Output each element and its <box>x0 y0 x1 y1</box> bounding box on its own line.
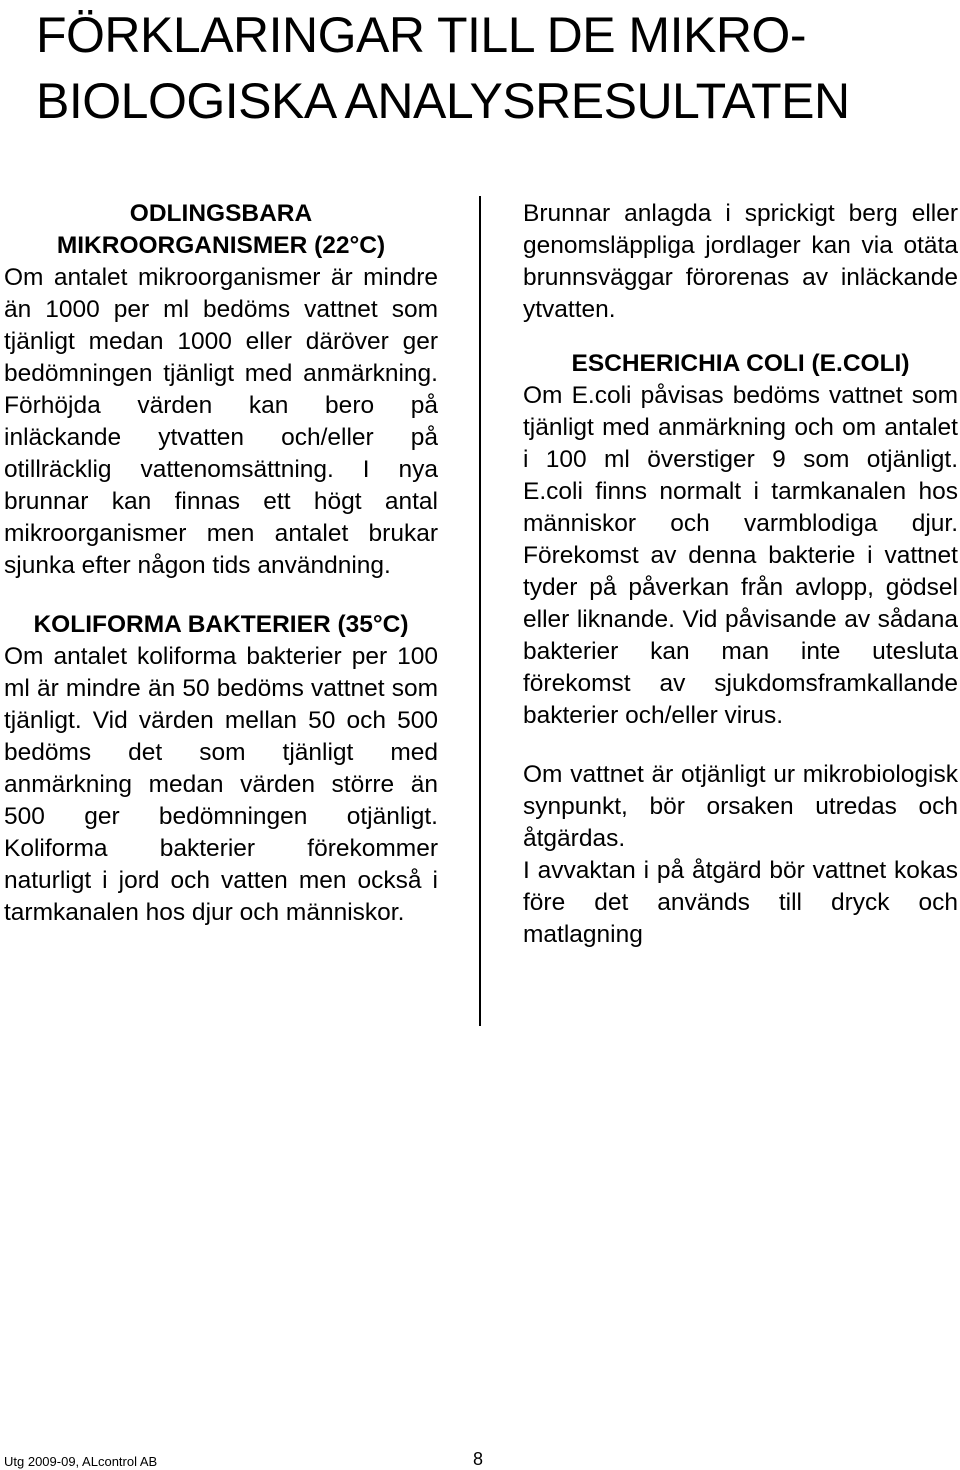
closing-paragraph-1: Om vattnet är otjänligt ur mikrobiologisk synpunkt, bör orsaken utredas och åtgärdas. <box>523 761 958 852</box>
paragraph-spacer <box>4 582 438 609</box>
section-body-koliforma: Om antalet koliforma bakterier per 100 ml är mindre än 50 bedöms vattnet som tjänligt. Vid värden mellan 50 och 500 bedöms det som tjänligt med anmärkning medan värden större än 500 ger bedömningen otjänligt. Koliforma bakterier förekommer naturligt i jord och vatten men också i tarmkanalen hos djur och människor. <box>4 643 438 926</box>
closing-paragraph-2: I avvaktan i på åtgärd bör vattnet kokas före det används till dryck och matlagning <box>523 857 958 948</box>
page-title-line-2: BIOLOGISKA ANALYSRESULTATEN <box>36 73 850 129</box>
section-heading-odlingsbara-line-1: ODLINGSBARA <box>129 200 313 227</box>
section-body-ecoli: Om E.coli påvisas bedöms vattnet som tjänligt med anmärkning och om antalet i 100 ml överstiger 9 som otjänligt. E.coli finns normalt i tarmkanalen hos människor och varmblodiga djur. Förekomst av denna bakterie i vattnet tyder på påverkan från avlopp, gödsel eller liknande. Vid påvisande av sådana bakterier kan man inte utesluta förekomst av sjukdomsframkallande bakterier och/eller virus. <box>523 382 958 729</box>
section-heading-koliforma: KOLIFORMA BAKTERIER (35°C) <box>33 611 409 638</box>
section-body-odlingsbara: Om antalet mikroorganismer är mindre än 1000 per ml bedöms vattnet som tjänligt medan 1000 eller däröver ger bedömningen tjänligt med anmärkning. Förhöjda värden kan bero på inläckande ytvatten och/eller på otillräcklig vattenomsättning. I nya brunnar kan finnas ett högt antal mikroorganismer men antalet brukar sjunka efter någon tids användning. <box>4 264 438 579</box>
right-column <box>523 198 958 951</box>
section-heading-odlingsbara-line-2: MIKROORGANISMER (22°C) <box>56 232 386 259</box>
page-title <box>36 2 956 134</box>
left-column <box>4 198 438 929</box>
intro-paragraph: Brunnar anlagda i sprickigt berg eller genomsläppliga jordlager kan via otäta brunnsväggar förorenas av inläckande ytvatten. <box>523 200 958 323</box>
footer-edition: Utg 2009-09, ALcontrol AB <box>4 1454 158 1469</box>
page-number: 8 <box>473 1449 484 1469</box>
column-divider <box>479 196 481 1026</box>
page-title-line-1: FÖRKLARINGAR TILL DE MIKRO- <box>36 7 806 63</box>
section-heading-ecoli: ESCHERICHIA COLI (E.COLI) <box>571 350 910 377</box>
section-heading-odlingsbara <box>4 198 438 262</box>
paragraph-spacer <box>523 326 958 348</box>
paragraph-spacer <box>523 732 958 759</box>
